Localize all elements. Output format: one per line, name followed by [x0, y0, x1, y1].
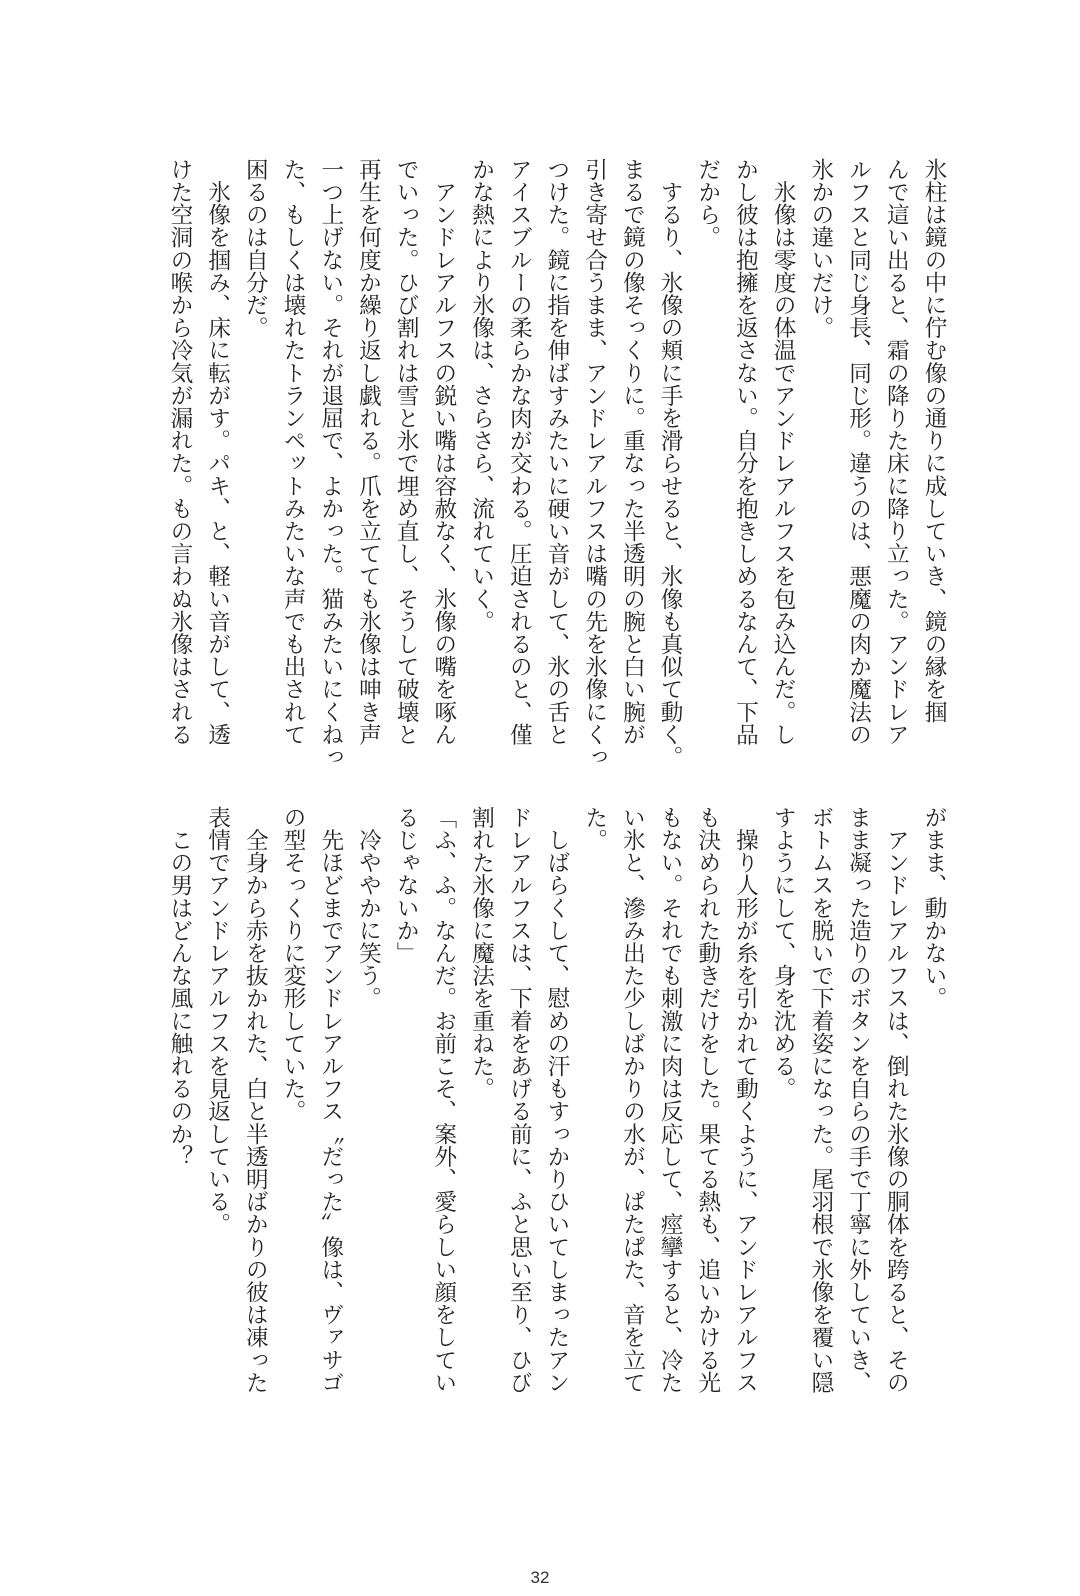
text-line: 全身から赤を抜かれた、白と半透明ばかりの彼は凍った: [242, 806, 269, 1394]
text-line: つけた。鏡に指を伸ばすみたいに硬い音がして、氷の舌と: [543, 158, 570, 746]
text-line: た。: [581, 806, 608, 852]
text-line: 引き寄せ合うまま、アンドレアルフスは嘴の先を氷像にくっ: [581, 158, 608, 769]
text-line: すようにして、身を沈める。: [770, 806, 797, 1100]
text-line: だから。: [694, 158, 721, 249]
text-line: もない。それでも刺激に肉は反応して、痙攣すると、冷た: [657, 806, 684, 1394]
text-block-bottom: [160, 806, 952, 1406]
text-line: アイスブルーの柔らかな肉が交わる。圧迫されるのと、僅: [506, 158, 533, 746]
text-line: 操り人形が糸を引かれて動くように、アンドレアルフス: [732, 806, 759, 1394]
text-line: しばらくして、慰めの汗もすっかりひいてしまったアン: [543, 806, 570, 1394]
text-line: た、もしくは壊れたトランペットみたいな声でも出されて: [280, 158, 307, 746]
text-line: 表情でアンドレアルフスを見返している。: [204, 806, 231, 1236]
text-line: んで這い出ると、霜の降りた床に降り立った。アンドレア: [883, 158, 910, 746]
text-line: まるで鏡の像そっくりに。重なった半透明の腕と白い腕が: [619, 158, 646, 746]
text-block-top: [160, 158, 952, 769]
text-line: 冷ややかに笑う。: [355, 806, 382, 1010]
text-line: アンドレアルフスは、倒れた氷像の胴体を跨ると、その: [883, 806, 910, 1394]
text-line: 一つ上げない。それが退屈で、よかった。猫みたいにくねっ: [317, 158, 344, 769]
text-line: も決められた動きだけをした。果てる熱も、追いかける光: [694, 806, 721, 1394]
text-line: 先ほどまでアンドレアルフス〝だった〟像は、ヴァサゴ: [317, 806, 344, 1394]
text-line: の型そっくりに変形していた。: [280, 806, 307, 1123]
text-line: 氷かの違いだけ。: [807, 158, 834, 339]
text-line: でいった。ひび割れは雪と氷で埋め直し、そうして破壊と: [393, 158, 420, 746]
text-line: けた空洞の喉から冷気が漏れた。もの言わぬ氷像はされる: [166, 158, 193, 746]
text-line: ボトムスを脱いで下着姿になった。尾羽根で氷像を覆い隠: [807, 806, 834, 1394]
text-line: かな熱により氷像は、さらさら、流れていく。: [468, 158, 495, 633]
text-line: この男はどんな風に触れるのか？: [166, 806, 193, 1168]
text-line: するり、氷像の頬に手を滑らせると、氷像も真似て動く。: [657, 158, 684, 769]
text-line: がまま、動かない。: [921, 806, 947, 1010]
text-line: 割れた氷像に魔法を重ねた。: [468, 806, 495, 1100]
text-line: アンドレアルフスの鋭い嘴は容赦なく、氷像の嘴を啄ん: [430, 158, 457, 746]
text-line: 困るのは自分だ。: [242, 158, 269, 339]
text-line: るじゃないか」: [393, 806, 420, 965]
text-line: 「ふ、ふ。なんだ。お前こそ、案外、愛らしい顔をしてい: [430, 806, 457, 1394]
text-line: かし彼は抱擁を返さない。自分を抱きしめるなんて、下品: [732, 158, 759, 746]
text-line: ルフスと同じ身長、同じ形。違うのは、悪魔の肉か魔法の: [845, 158, 872, 746]
text-line: 再生を何度か繰り返し戯れる。爪を立てても氷像は呻き声: [355, 158, 382, 746]
text-line: い氷と、滲み出た少しばかりの水が、ぱたぱた、音を立て: [619, 806, 646, 1394]
text-line: 氷柱は鏡の中に佇む像の通りに成していき、鏡の縁を掴: [921, 158, 947, 723]
text-line: ドレアルフスは、下着をあげる前に、ふと思い至り、ひび: [506, 806, 533, 1394]
page-number: 32: [530, 1568, 550, 1587]
text-line: 氷像は零度の体温でアンドレアルフスを包み込んだ。し: [770, 158, 797, 746]
text-line: 氷像を掴み、床に転がす。パキ、と、軽い音がして、透: [204, 158, 231, 746]
text-line: まま凝った造りのボタンを自らの手で丁寧に外していき、: [845, 806, 872, 1394]
